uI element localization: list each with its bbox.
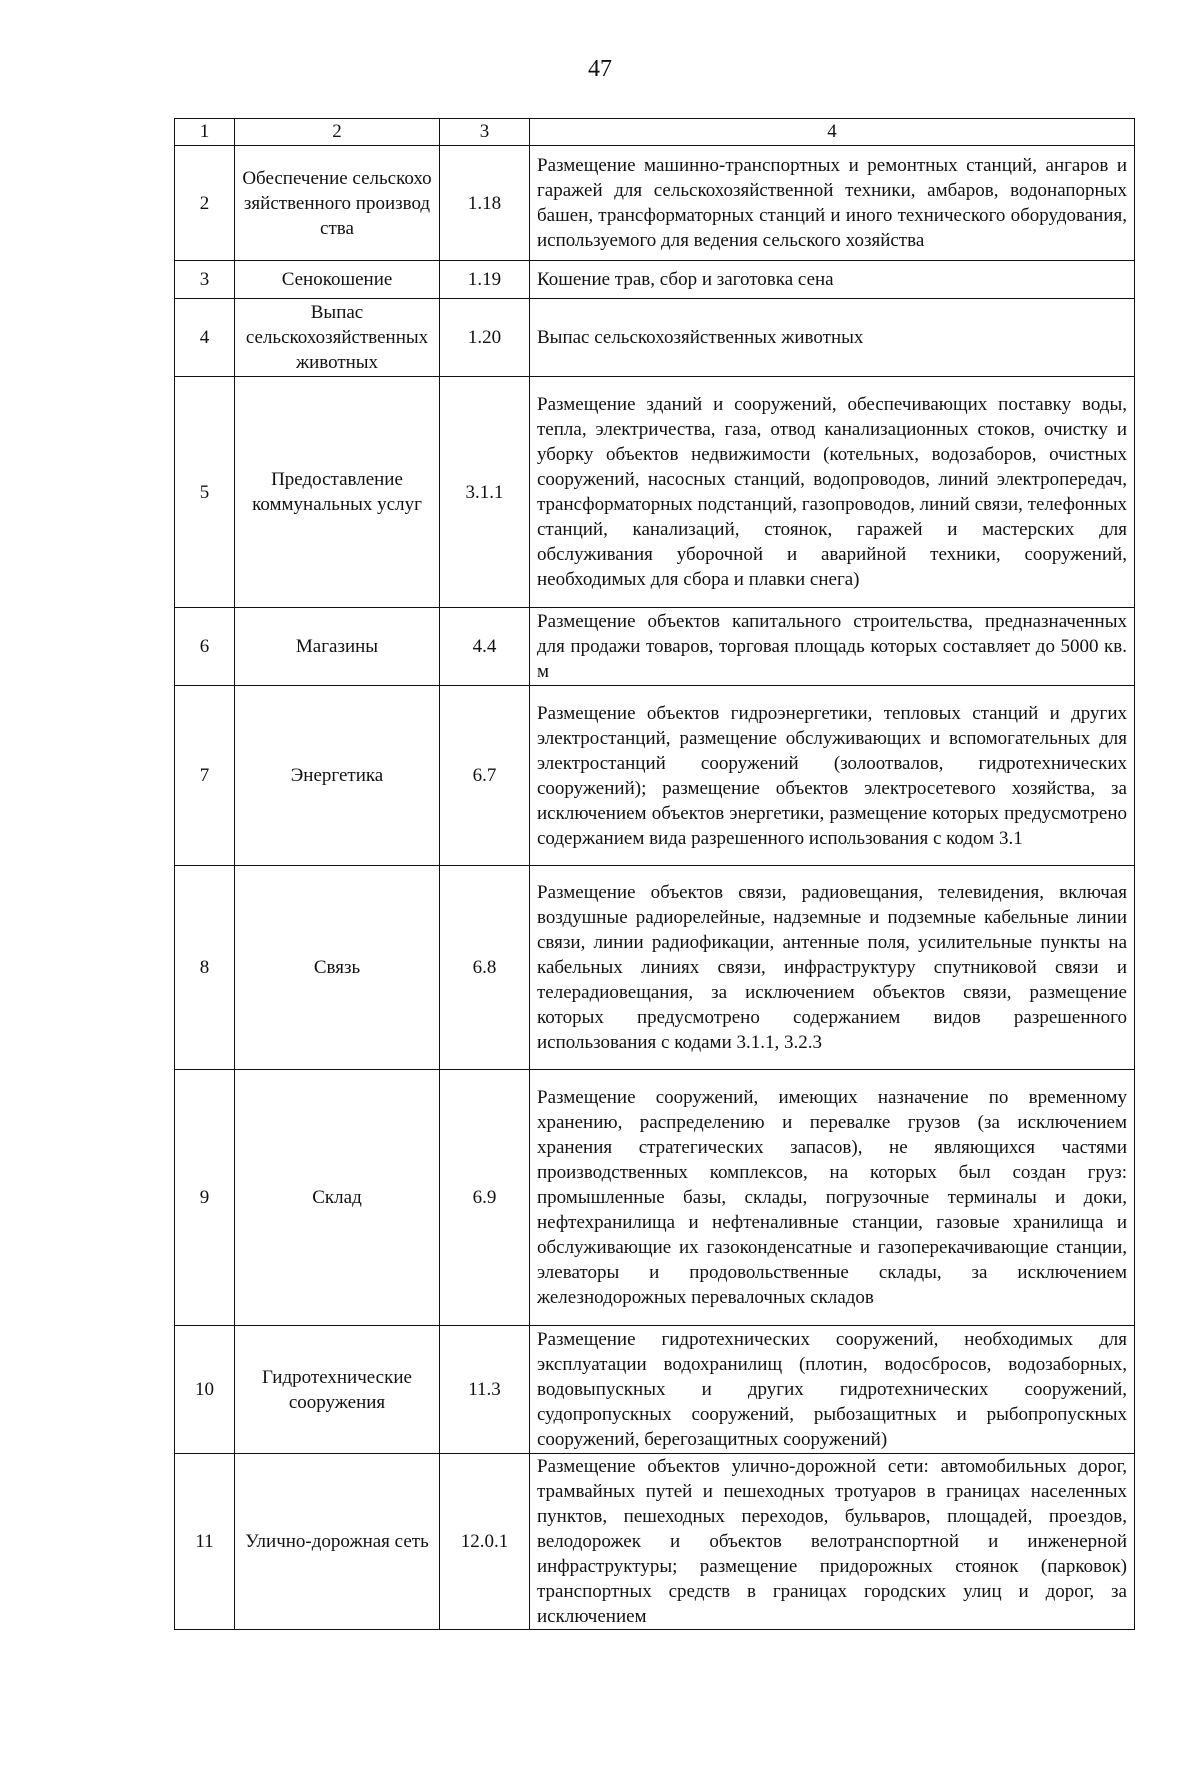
row-number: 8 <box>175 866 235 1070</box>
column-header: 1 <box>175 119 235 146</box>
table-row <box>175 146 1135 261</box>
use-type-description: Размещение сооружений, имеющих назначение по временному хранению, распределению и перевалке грузов (за исключением хранения стратегических запасов), не являющихся частями производственных комплексов, на которых был создан груз: промышленные базы, склады, погрузочные терминалы и доки, нефтехранилища и нефтеналивные станции, газовые хранилища и обслуживающие их газоконденсатные и газоперекачивающие станции, элеваторы и продовольственные склады, за исключением железнодорожных перевалочных складов <box>530 1070 1135 1326</box>
table-row <box>175 608 1135 686</box>
table-header-row <box>175 119 1135 146</box>
column-header: 2 <box>235 119 440 146</box>
use-type-name: Выпас сельскохозяйственных животных <box>235 299 440 377</box>
use-type-name: Магазины <box>235 608 440 686</box>
use-type-code: 12.0.1 <box>440 1454 530 1630</box>
use-type-code: 1.20 <box>440 299 530 377</box>
row-number: 5 <box>175 377 235 608</box>
table-row <box>175 866 1135 1070</box>
use-type-description: Кошение трав, сбор и заготовка сена <box>530 261 1135 299</box>
use-type-description: Размещение зданий и сооружений, обеспечивающих поставку воды, тепла, электричества, газа, отвод канализационных стоков, очистку и уборку объектов недвижимости (котельных, водозаборов, очистных сооружений, насосных станций, водопроводов, линий электропередач, трансформаторных подстанций, газопроводов, линий связи, телефонных станций, канализаций, стоянок, гаражей и мастерских для обслуживания уборочной и аварийной техники, сооружений, необходимых для сбора и плавки снега) <box>530 377 1135 608</box>
use-type-code: 6.7 <box>440 686 530 866</box>
table-row <box>175 1454 1135 1630</box>
table-row <box>175 1326 1135 1454</box>
row-number: 4 <box>175 299 235 377</box>
table-row <box>175 686 1135 866</box>
row-number: 7 <box>175 686 235 866</box>
use-type-name: Энергетика <box>235 686 440 866</box>
use-type-code: 6.8 <box>440 866 530 1070</box>
use-type-name: Склад <box>235 1070 440 1326</box>
use-type-description: Размещение объектов связи, радиовещания, телевидения, включая воздушные радиорелейные, надземные и подземные кабельные линии связи, линии радиофикации, антенные поля, усилительные пункты на кабельных линиях связи, инфраструктуру спутниковой связи и телерадиовещания, за исключением объектов связи, размещение которых предусмотрено содержанием видов разрешенного использования с кодами 3.1.1, 3.2.3 <box>530 866 1135 1070</box>
use-type-name: Связь <box>235 866 440 1070</box>
row-number: 2 <box>175 146 235 261</box>
use-type-description: Размещение объектов улично-дорожной сети: автомобильных дорог, трамвайных путей и пешеходных тротуаров в границах населенных пунктов, пешеходных переходов, бульваров, площадей, проездов, велодорожек и объектов велотранспортной и инженерной инфраструктуры; размещение придорожных стоянок (парковок) транспортных средств в границах городских улиц и дорог, за исключением <box>530 1454 1135 1630</box>
use-type-code: 11.3 <box>440 1326 530 1454</box>
use-type-code: 1.18 <box>440 146 530 261</box>
row-number: 3 <box>175 261 235 299</box>
use-type-name: Улично-дорожная сеть <box>235 1454 440 1630</box>
use-type-description: Размещение гидротехнических сооружений, необходимых для эксплуатации водохранилищ (плотин, водосбросов, водозаборных, водовыпускных и других гидротехнических сооружений, судопропускных сооружений, рыбозащитных и рыбопропускных сооружений, берегозащитных сооружений) <box>530 1326 1135 1454</box>
use-type-code: 3.1.1 <box>440 377 530 608</box>
use-type-name: Обеспечение сельскохозяйственного производства <box>235 146 440 261</box>
table-row <box>175 299 1135 377</box>
use-type-name: Предоставление коммунальных услуг <box>235 377 440 608</box>
use-type-name: Гидротехнические сооружения <box>235 1326 440 1454</box>
row-number: 9 <box>175 1070 235 1326</box>
use-type-description: Размещение объектов гидроэнергетики, тепловых станций и других электростанций, размещение обслуживающих и вспомогательных для электростанций сооружений (золоотвалов, гидротехнических сооружений); размещение объектов электросетевого хозяйства, за исключением объектов энергетики, размещение которых предусмотрено содержанием вида разрешенного использования с кодом 3.1 <box>530 686 1135 866</box>
row-number: 6 <box>175 608 235 686</box>
use-type-description: Выпас сельскохозяйственных животных <box>530 299 1135 377</box>
table-row <box>175 261 1135 299</box>
use-type-code: 1.19 <box>440 261 530 299</box>
use-type-name: Сенокошение <box>235 261 440 299</box>
page-number: 47 <box>588 56 612 82</box>
row-number: 11 <box>175 1454 235 1630</box>
row-number: 10 <box>175 1326 235 1454</box>
use-type-description: Размещение объектов капитального строительства, предназначенных для продажи товаров, торговая площадь которых составляет до 5000 кв. м <box>530 608 1135 686</box>
table-row <box>175 1070 1135 1326</box>
column-header: 3 <box>440 119 530 146</box>
use-type-description: Размещение машинно-транспортных и ремонтных станций, ангаров и гаражей для сельскохозяйственной техники, амбаров, водонапорных башен, трансформаторных станций и иного технического оборудования, используемого для ведения сельского хозяйства <box>530 146 1135 261</box>
column-header: 4 <box>530 119 1135 146</box>
table-row <box>175 377 1135 608</box>
land-use-table <box>174 118 1135 1630</box>
use-type-code: 6.9 <box>440 1070 530 1326</box>
use-type-code: 4.4 <box>440 608 530 686</box>
